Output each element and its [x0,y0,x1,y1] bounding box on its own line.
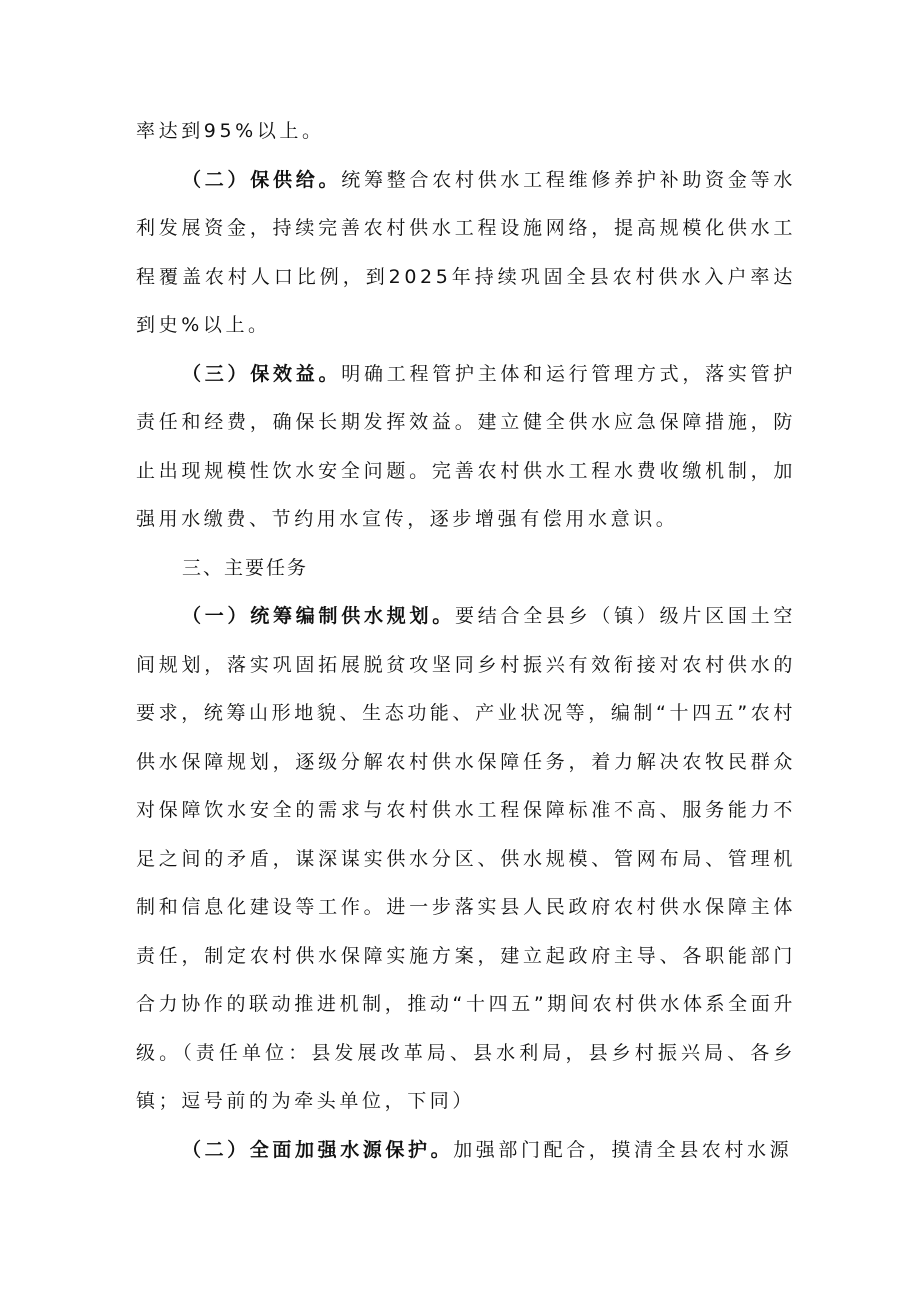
heading-guarantee-benefit: （三）保效益。 [182,362,342,385]
paragraph-task-two [136,1126,796,1175]
heading-task-one: （一）统筹编制供水规划。 [182,605,455,627]
paragraph-guarantee-benefit [136,350,796,544]
paragraph-task-one [136,592,796,1126]
document-body [136,107,796,1174]
paragraph-guarantee-supply [136,156,796,350]
body-task-two: 加强部门配合，摸清全县农村水源 [453,1138,793,1161]
body-guarantee-benefit: 明确工程管护主体和运行管理方式，落实管护责任和经费，确保长期发挥效益。建立健全供水应急保障措施，防止出现规模性饮水安全问题。完善农村供水工程水费收缴机制，加强用水缴费、节约用水宣传，逐步增强有偿用水意识。 [136,362,796,530]
heading-guarantee-supply: （二）保供给。 [182,168,342,191]
heading-task-two: （二）全面加强水源保护。 [182,1138,454,1161]
body-guarantee-supply: 统筹整合农村供水工程维修养护补助资金等水利发展资金，持续完善农村供水工程设施网络，提高规模化供水工程覆盖农村人口比例，到2025年持续巩固全县农村供水入户率达到史%以上。 [136,168,796,336]
body-task-one: 要结合全县乡（镇）级片区国土空间规划，落实巩固拓展脱贫攻坚同乡村振兴有效衔接对农村供水的要求，统筹山形地貌、生态功能、产业状况等，编制“十四五”农村供水保障规划，逐级分解农村供水保障任务，着力解决农牧民群众对保障饮水安全的需求与农村供水工程保障标准不高、服务能力不足之间的矛盾，谋深谋实供水分区、供水规模、管网布局、管理机制和信息化建设等工作。进一步落实县人民政府农村供水保障主体责任，制定农村供水保障实施方案，建立起政府主导、各职能部门合力协作的联动推进机制，推动“十四五”期间农村供水体系全面升级。（责任单位：县发展改革局、县水利局，县乡村振兴局、各乡镇；逗号前的为牵头单位，下同） [136,605,796,1112]
paragraph-continuation: 率达到95%以上。 [136,120,325,142]
section-heading-main-tasks: 三、主要任务 [182,556,309,579]
